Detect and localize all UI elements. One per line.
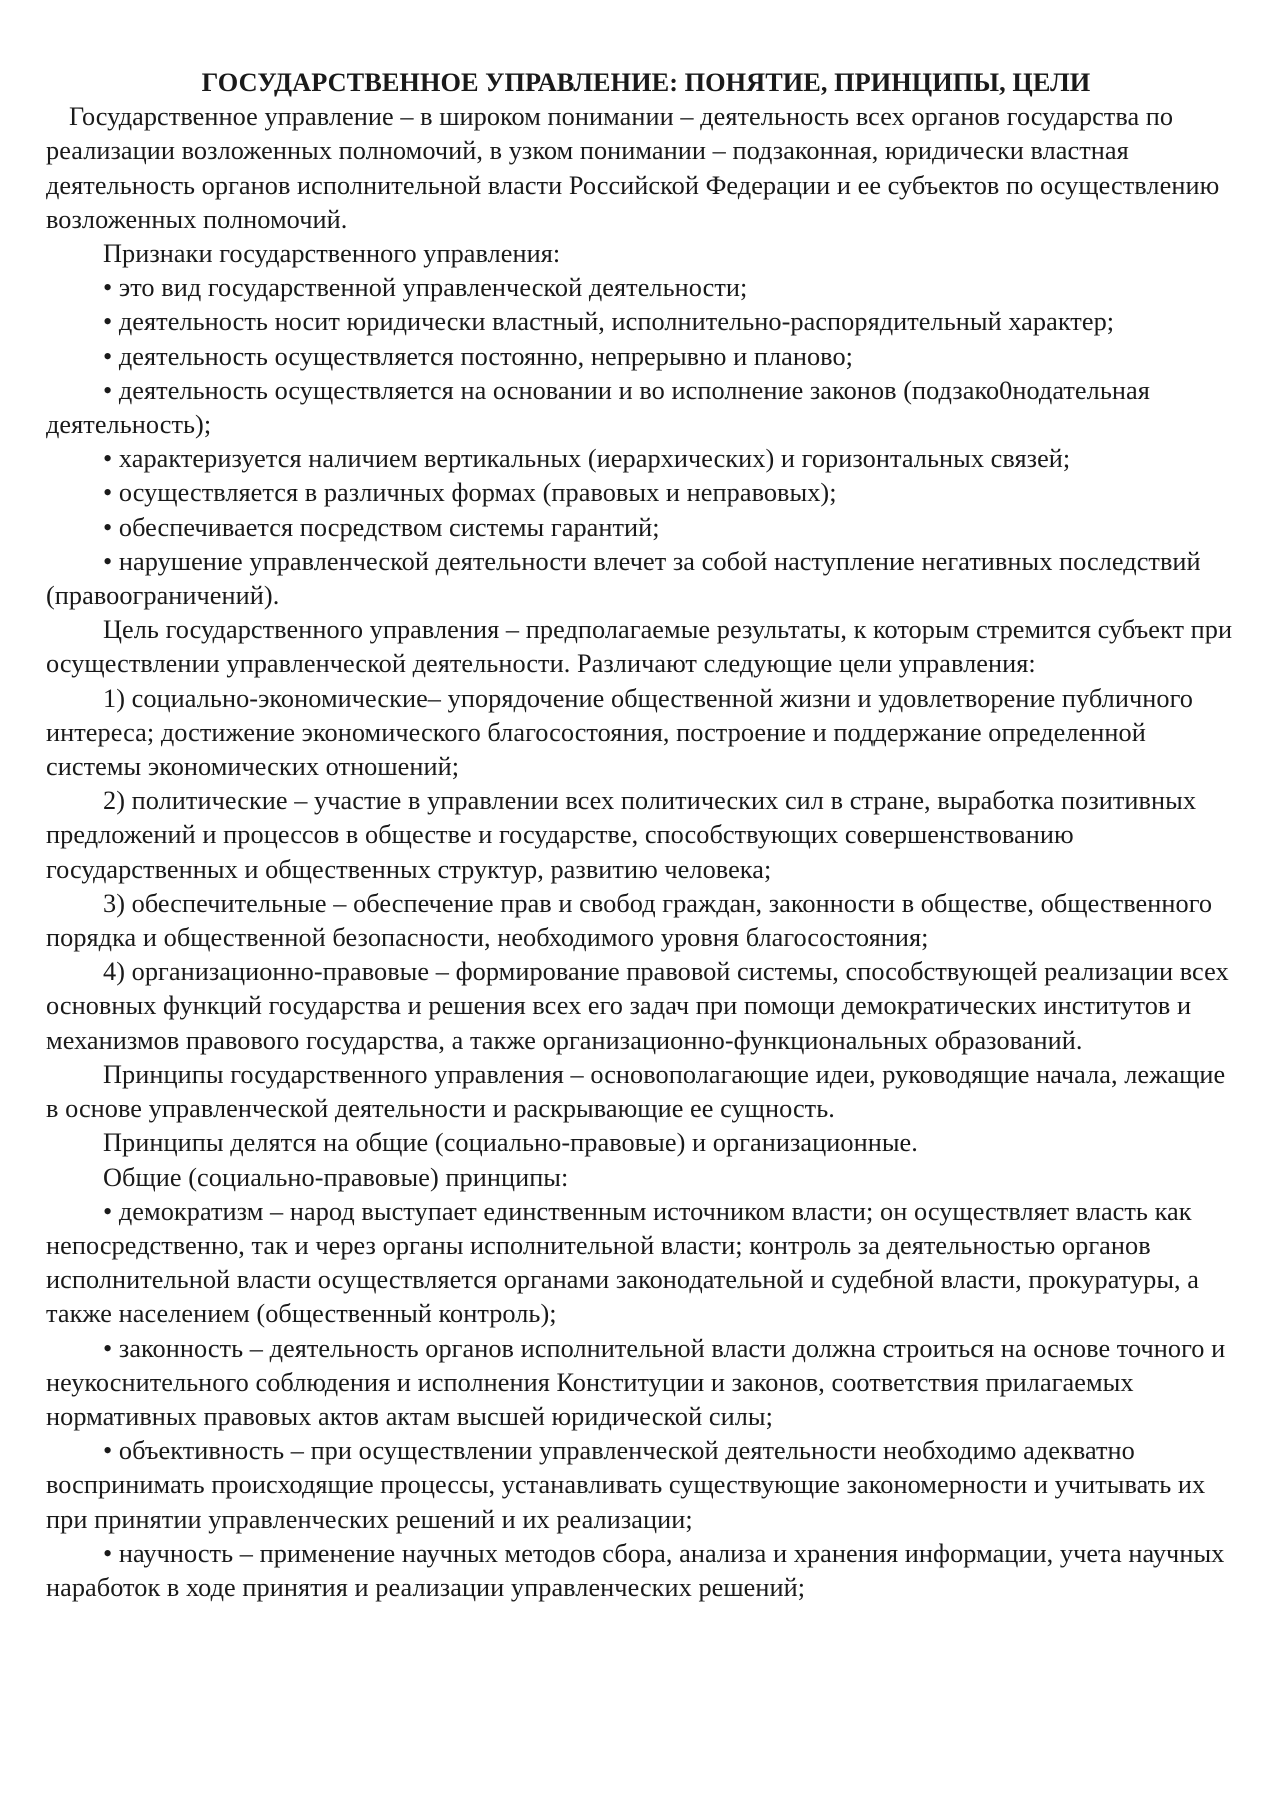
bullet-sign-2: • деятельность носит юридически властный, исполнительно-распорядительный характер; xyxy=(103,307,1115,337)
bullet-sign-8: • нарушение управленческой деятельности влечет за собой наступление негативных последствий (правоограничений). xyxy=(46,546,1201,611)
principle-item-legality: • законность – деятельность органов исполнительной власти должна строиться на основе точного и неукоснительного соблюдения и исполнения Конституции и законов, соответствия прилагаемых нормативных правовых актов актам высшей юридической силы; xyxy=(46,1333,1226,1431)
bullet-sign-1: • это вид государственной управленческой деятельности; xyxy=(103,273,748,303)
document-page xyxy=(46,66,1242,1605)
bullet-sign-6: • осуществляется в различных формах (правовых и неправовых); xyxy=(103,478,837,508)
paragraph-principles-division: Принципы делятся на общие (социально-правовые) и организационные. xyxy=(103,1128,918,1158)
goal-item-3: 3) обеспечительные – обеспечение прав и свобод граждан, законности в обществе, общественного порядка и общественной безопасности, необходимого уровня благосостояния; xyxy=(46,888,1213,953)
paragraph-definition: Государственное управление – в широком понимании – деятельность всех органов государства по реализации возложенных полномочий, в узком понимании – подзаконная, юридически властная деятельность органов исполнительной власти Российской Федерации и ее субъектов по осуществлению возложенных полномочий. xyxy=(46,102,1220,234)
principle-item-science: • научность – применение научных методов сбора, анализа и хранения информации, учета научных наработок в ходе принятия и реализации управленческих решений; xyxy=(46,1538,1225,1602)
bullet-sign-4: • деятельность осуществляется на основании и во исполнение законов (подзако0нодательная деятельность); xyxy=(46,375,1150,440)
paragraph-general-principles-heading: Общие (социально-правовые) принципы: xyxy=(103,1162,569,1192)
principle-item-democracy: • демократизм – народ выступает единственным источником власти; он осуществляет власть как непосредственно, так и через органы исполнительной власти; контроль за деятельностью органов исполнительной власти осуществляется органами законодательной и судебной власти, прокуратуры, а также населением (общественный контроль); xyxy=(46,1196,1200,1329)
bullet-sign-3: • деятельность осуществляется постоянно, непрерывно и планово; xyxy=(103,341,854,371)
paragraph-principles-definition: Принципы государственного управления – основополагающие идеи, руководящие начала, лежащие в основе управленческой деятельности и раскрывающие ее сущность. xyxy=(46,1059,1226,1124)
goal-item-4: 4) организационно-правовые – формирование правовой системы, способствующей реализации всех основных функций государства и решения всех его задач при помощи демократических институтов и механизмов правового государства, а также организационно-функциональных образований. xyxy=(46,957,1229,1055)
goal-item-1: 1) социально-экономические– упорядочение общественной жизни и удовлетворение публичного интереса; достижение экономического благосостояния, построение и поддержание определенной системы экономических отношений; xyxy=(46,683,1193,782)
paragraph-goal-definition: Цель государственного управления – предполагаемые результаты, к которым стремится субъект при осуществлении управленческой деятельности. Различают следующие цели управления: xyxy=(46,615,1233,679)
bullet-sign-7: • обеспечивается посредством системы гарантий; xyxy=(103,512,660,542)
principle-item-objectivity: • объективность – при осуществлении управленческой деятельности необходимо адекватно воспринимать происходящие процессы, устанавливать существующие закономерности и учитывать их при принятии управленческих решений и их реализации; xyxy=(46,1436,1206,1534)
goal-item-2: 2) политические – участие в управлении всех политических сил в стране, выработка позитивных предложений и процессов в обществе и государстве, способствующих совершенствованию государственных и общественных структур, развитию человека; xyxy=(46,786,1197,884)
bullet-sign-5: • характеризуется наличием вертикальных (иерархических) и горизонтальных связей; xyxy=(103,444,1071,474)
paragraph-signs-heading: Признаки государственного управления: xyxy=(103,239,561,269)
document-title: ГОСУДАРСТВЕННОЕ УПРАВЛЕНИЕ: ПОНЯТИЕ, ПРИНЦИПЫ, ЦЕЛИ xyxy=(201,68,1091,97)
